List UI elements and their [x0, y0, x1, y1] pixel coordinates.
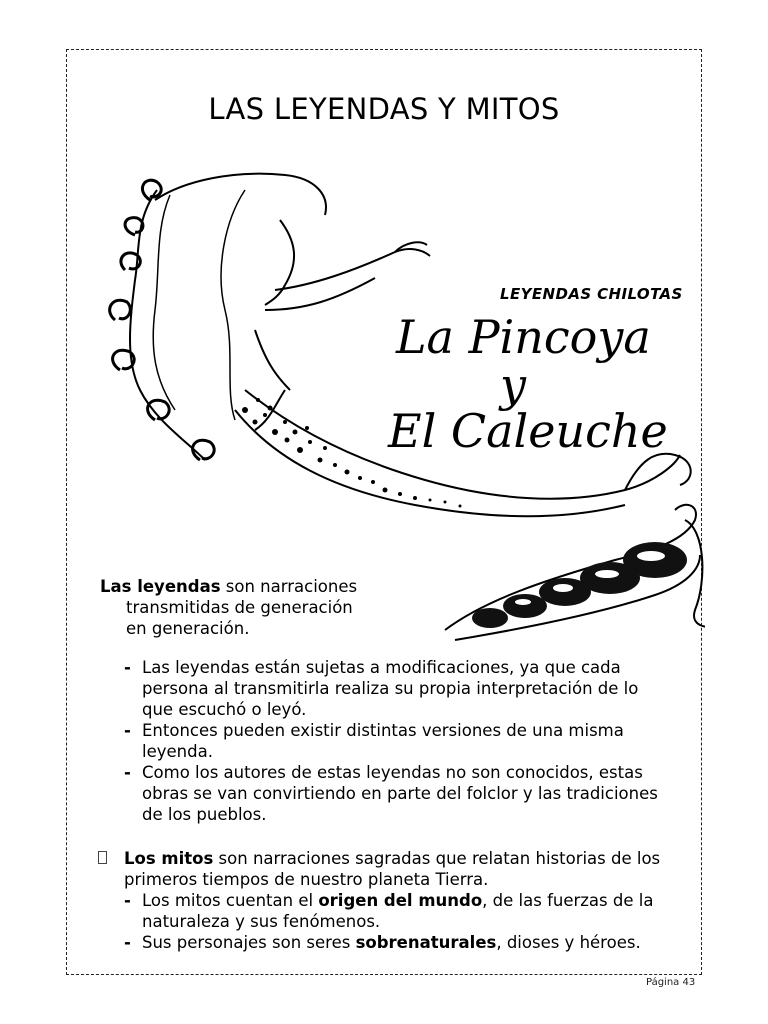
text-run: Sus personajes son seres — [142, 933, 356, 952]
list-item-line: de los pueblos. — [142, 805, 267, 824]
cover-title-line3: El Caleuche — [388, 404, 668, 458]
page-number: Página 43 — [646, 977, 696, 988]
dash-marker: - — [124, 658, 131, 677]
cover-subtitle: LEYENDAS CHILOTAS — [500, 285, 683, 303]
mitos-text1: son narraciones sagradas que relatan historias de los — [213, 849, 661, 868]
dash-marker: - — [124, 933, 131, 952]
mitos-term: Los mitos — [124, 849, 214, 868]
hair-swirls — [110, 174, 326, 460]
bold-term: sobrenaturales — [355, 933, 497, 952]
shell — [445, 505, 705, 640]
list-item-line: Las leyendas están sujetas a modificaciones, ya que cada — [142, 658, 621, 677]
list-item — [124, 890, 704, 932]
list-item-line: Entonces pueden existir distintas versiones de una misma — [142, 721, 624, 740]
mitos-text2: primeros tiempos de nuestro planeta Tierra. — [124, 870, 489, 889]
text-run: Los mitos cuentan el — [142, 891, 319, 910]
bullet-icon — [98, 851, 107, 864]
leyendas-text1: son narraciones — [220, 577, 358, 596]
dash-marker: - — [124, 721, 131, 740]
leyendas-term: Las leyendas — [100, 577, 221, 596]
list-item-line: leyenda. — [142, 742, 213, 761]
dash-marker: - — [124, 763, 131, 782]
mitos-section — [98, 848, 704, 953]
list-item — [124, 720, 704, 762]
list-item — [124, 657, 704, 720]
list-item-line: naturaleza y sus fenómenos. — [142, 912, 381, 931]
leyendas-text3: en generación. — [126, 619, 250, 638]
dash-marker: - — [124, 891, 131, 910]
leyendas-text2: transmitidas de generación — [126, 598, 353, 617]
list-item — [124, 932, 704, 953]
page-title: LAS LEYENDAS Y MITOS — [208, 92, 560, 126]
list-item-line: Como los autores de estas leyendas no son conocidos, estas — [142, 763, 643, 782]
list-item-line: que escuchó o leyó. — [142, 700, 307, 719]
bold-term: origen del mundo — [318, 891, 483, 910]
list-item — [124, 762, 704, 825]
leyendas-list — [124, 657, 704, 825]
text-run: , dioses y héroes. — [496, 933, 641, 952]
list-item-line: persona al transmitirla realiza su propia interpretación de lo — [142, 679, 639, 698]
cover-title-line1: La Pincoya — [396, 310, 651, 364]
cover-title-line2: y — [500, 358, 526, 412]
text-run: , de las fuerzas de la — [482, 891, 654, 910]
leyendas-intro — [100, 576, 400, 639]
list-item-line: obras se van convirtiendo en parte del folclor y las tradiciones — [142, 784, 658, 803]
